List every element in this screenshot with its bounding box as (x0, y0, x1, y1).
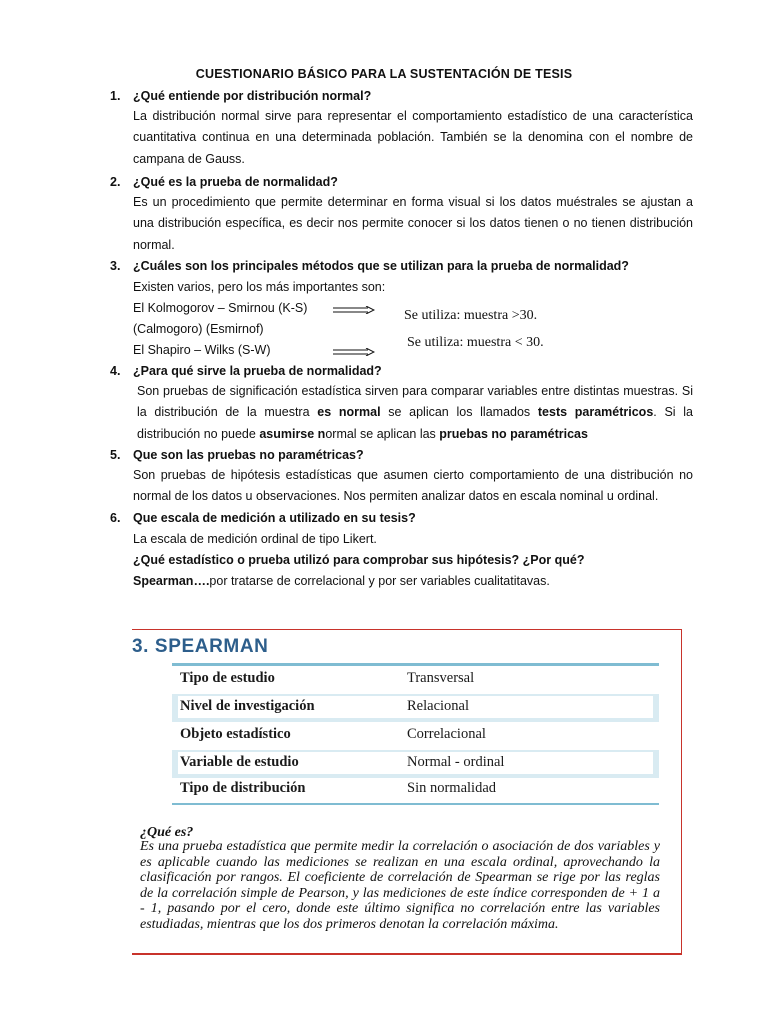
row-label: Nivel de investigación (180, 698, 315, 714)
question-number: 4. (110, 364, 121, 378)
row-value: Transversal (407, 670, 475, 686)
question-2 (110, 175, 338, 189)
answer-4-text: . Si la distribución no puede (137, 405, 694, 441)
arrow-right-icon (333, 348, 375, 356)
question-number: 1. (110, 89, 121, 103)
row-label: Tipo de estudio (180, 670, 275, 686)
definition-title: ¿Qué es? (140, 825, 194, 840)
answer-6b-method: Spearman…. (133, 574, 210, 588)
answer-6: La escala de medición ordinal de tipo Likert. (133, 532, 377, 546)
row-label: Objeto estadístico (180, 726, 291, 742)
question-text: ¿Cuáles son los principales métodos que se utilizan para la prueba de normalidad? (133, 259, 629, 273)
question-6 (110, 511, 416, 525)
table-row (172, 722, 659, 750)
method-shapiro: El Shapiro – Wilks (S-W) (133, 343, 271, 357)
emphasis-assume: asumirse n (259, 426, 326, 441)
table-bottom-rule (172, 803, 659, 805)
question-5 (110, 448, 364, 462)
question-text: ¿Qué entiende por distribución normal? (133, 89, 372, 103)
answer-4-text: ormal se aplican las (325, 426, 440, 441)
question-text: ¿Para qué sirve la prueba de normalidad? (133, 364, 382, 378)
answer-4-text: se aplican los llamados (380, 405, 538, 420)
row-value: Correlacional (407, 726, 486, 742)
spearman-figure (132, 629, 682, 955)
question-number: 6. (110, 511, 121, 525)
note-shapiro: Se utiliza: muestra < 30. (407, 335, 544, 350)
spearman-table (172, 663, 659, 805)
table-row (172, 776, 659, 804)
question-text: ¿Qué es la prueba de normalidad? (133, 175, 338, 189)
table-row (172, 750, 659, 778)
question-1 (110, 89, 371, 103)
row-label: Variable de estudio (180, 754, 299, 770)
note-kolmogorov: Se utiliza: muestra >30. (404, 308, 538, 323)
question-text: Que escala de medición a utilizado en su tesis? (133, 511, 416, 525)
row-value: Sin normalidad (407, 780, 497, 796)
question-number: 5. (110, 448, 121, 462)
answer-2: Es un procedimiento que permite determinar en forma visual si los datos muéstrales se ajustan a una distribución específica, es decir nos permite conocer si los datos tienen o no tienen distribución normal. (133, 195, 693, 252)
row-label: Tipo de distribución (180, 780, 306, 796)
answer-1: La distribución normal sirve para representar el comportamiento estadístico de una característica cuantitativa continua en una determinada población. También se la denomina con el nombre de campana de Gauss. (133, 109, 693, 166)
definition-body: Es una prueba estadística que permite medir la correlación o asociación de dos variables y es aplicable cuando las mediciones se realizan en una escala ordinal, aprovechando la clasificación por rangos. El coeficiente de correlación de Spearman se rige por las reglas de la correlación simple de Pearson, y las mediciones de este índice corresponden de + 1 a - 1, pasando por el cero, donde este último significa no correlación entre las variables estudiadas, mientras que los dos primeros denotan la correlación máxima. (140, 839, 660, 932)
method-kolmogorov: El Kolmogorov – Smirnou (K-S) (133, 301, 308, 315)
question-number: 2. (110, 175, 121, 189)
figure-heading: 3. SPEARMAN (132, 636, 269, 657)
emphasis-nonparametric: pruebas no paramétricas (439, 426, 588, 441)
answer-4-line1: Son pruebas de significación estadística sirven para comparar variables entre distintas muestras. (137, 384, 679, 398)
method-kolmogorov-alias: (Calmogoro) (Esmirnof) (133, 322, 264, 336)
answer-5: Son pruebas de hipótesis estadísticas que asumen cierto comportamiento de una distribución no normal de los datos u observaciones. Nos permiten analizar datos en escala nominal u ordinal. (133, 468, 693, 504)
question-number: 3. (110, 259, 121, 273)
answer-4 (137, 381, 693, 445)
question-text: Que son las pruebas no paramétricas? (133, 448, 364, 462)
answer-6b (133, 574, 550, 588)
emphasis-normal: es normal (317, 405, 381, 420)
row-value: Relacional (407, 698, 470, 714)
answer-4-text: Si la distribución de la muestra (137, 384, 693, 420)
question-4 (110, 364, 382, 378)
question-6b: ¿Qué estadístico o prueba utilizó para comprobar sus hipótesis? ¿Por qué? (133, 553, 585, 567)
emphasis-parametric: tests paramétricos (537, 405, 654, 420)
row-value: Normal - ordinal (407, 754, 505, 770)
table-row (172, 666, 659, 694)
document-title: CUESTIONARIO BÁSICO PARA LA SUSTENTACIÓN DE TESIS (195, 67, 573, 81)
table-row (172, 694, 659, 722)
methods-intro: Existen varios, pero los más importantes son: (133, 280, 386, 294)
arrow-right-icon (333, 306, 375, 314)
answer-6b-reason: por tratarse de correlacional y por ser variables cualitatitavas. (209, 574, 550, 588)
question-3 (110, 259, 629, 273)
